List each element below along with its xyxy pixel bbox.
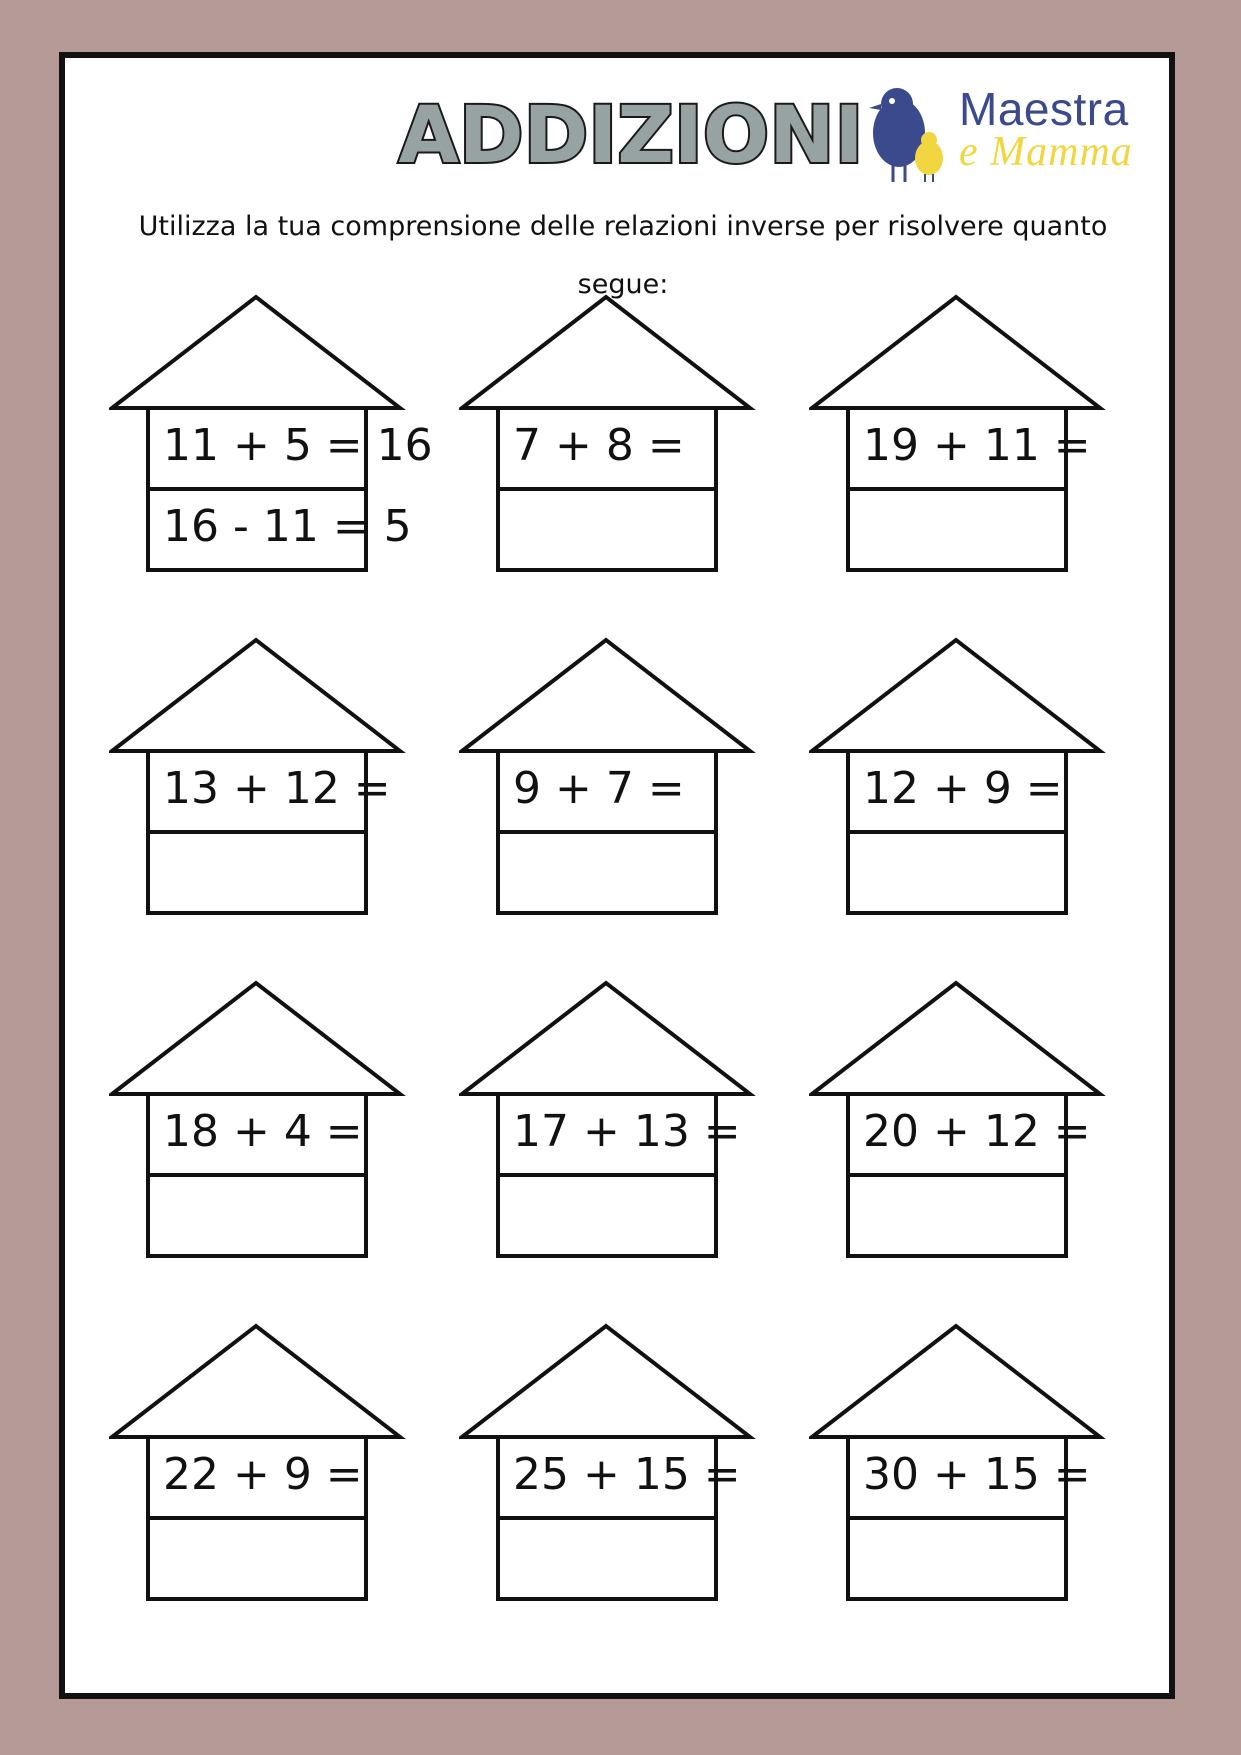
house-roof [462, 1326, 750, 1437]
addition-fact: 13 + 12 = [163, 763, 391, 814]
number-house [109, 294, 433, 584]
addition-fact: 19 + 11 = [863, 420, 1091, 471]
house-roof [112, 640, 400, 751]
addition-fact: 25 + 15 = [513, 1449, 741, 1500]
house-roof [462, 297, 750, 408]
addition-fact: 22 + 9 = [163, 1449, 363, 1500]
house-roof [462, 983, 750, 1094]
number-house [809, 294, 1109, 584]
house-roof [812, 297, 1100, 408]
page-title: ADDIZIONI [398, 91, 864, 180]
bird-logo-icon [859, 78, 959, 188]
number-house [809, 1323, 1109, 1613]
number-house [809, 980, 1109, 1270]
inverse-fact-field[interactable]: 16 - 11 = 5 [163, 501, 412, 552]
addition-fact: 9 + 7 = [513, 763, 685, 814]
house-roof [812, 1326, 1100, 1437]
worksheet [59, 52, 1175, 1699]
house-roof [112, 297, 400, 408]
house-roof [812, 983, 1100, 1094]
logo-text-maestra: Maestra [959, 83, 1129, 135]
addition-fact: 20 + 12 = [863, 1106, 1091, 1157]
house-roof [112, 1326, 400, 1437]
title-wordart [387, 70, 875, 180]
number-house [459, 980, 759, 1270]
house-roof [812, 640, 1100, 751]
instructions-text: Utilizza la tua comprensione delle relazioni inverse per risolvere quanto segue: [138, 211, 1108, 300]
number-house [109, 1323, 409, 1613]
number-house [109, 637, 409, 927]
house-roof [462, 640, 750, 751]
number-house [459, 637, 759, 927]
number-house [459, 1323, 759, 1613]
number-house [109, 980, 409, 1270]
number-house [459, 294, 759, 584]
addition-fact: 18 + 4 = [163, 1106, 363, 1157]
house-roof [112, 983, 400, 1094]
addition-fact: 11 + 5 = 16 [163, 420, 433, 471]
number-house [809, 637, 1109, 927]
addition-fact: 12 + 9 = [863, 763, 1063, 814]
addition-fact: 7 + 8 = [513, 420, 685, 471]
addition-fact: 17 + 13 = [513, 1106, 741, 1157]
addition-fact: 30 + 15 = [863, 1449, 1091, 1500]
logo-text-e-mamma: e Mamma [959, 129, 1133, 175]
brand-logo [859, 78, 1159, 188]
